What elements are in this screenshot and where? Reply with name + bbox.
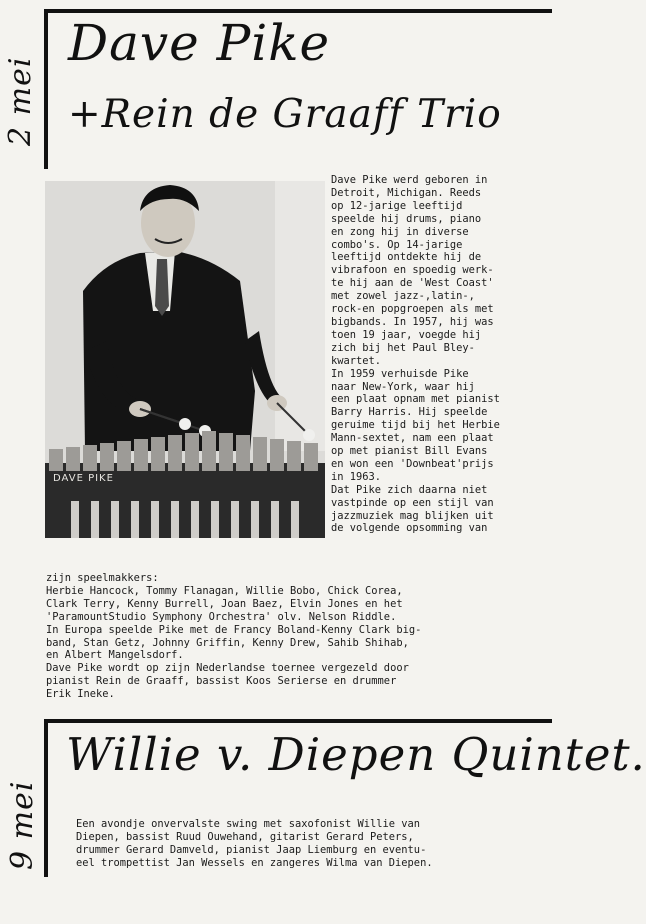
top-horizontal-rule — [44, 9, 552, 13]
event-title-line-1: Dave Pike — [68, 14, 331, 72]
performer-photo-drawing — [45, 181, 325, 538]
event-title-2: Willie v. Diepen Quintet. — [66, 728, 646, 781]
event-date-1: 2 mei — [3, 56, 38, 146]
second-vertical-rule — [44, 719, 48, 877]
event-2-description: Een avondje onvervalste swing met saxofonist Willie van Diepen, bassist Ruud Ouwehand, gitarist Gerard Peters, drummer Gerard Damveld, pianist Jaap Liemburg en eventu- eel trompettist Jan Wessels en zangeres Wilma van Diepen. — [76, 818, 433, 869]
event-title-line-2: +Rein de Graaff Trio — [68, 92, 502, 137]
vibraphone-nameplate: DAVE PIKE — [53, 473, 114, 484]
performer-photo — [45, 181, 325, 538]
event-date-2: 9 mei — [5, 780, 40, 870]
bio-column-text: Dave Pike werd geboren in Detroit, Michigan. Reeds op 12-jarige leeftijd speelde hij drums, piano en zong hij in diverse combo's. Op 14-jarige leeftijd ontdekte hij de vibrafoon en spoedig werk- te hij aan de 'West Coast' met zowel jazz-,latin-, rock-en popgroepen als met bigbands. In 1957, hij was toen 19 jaar, voegde hij zich bij het Paul Bley- kwartet. In 1959 verhuisde Pike naar New-York, waar hij een plaat opnam met pianist Barry Harris. Hij speelde geruime tijd bij het Herbie Mann-sextet, nam een plaat op met pianist Bill Evans en won een 'Downbeat'prijs in 1963. Dat Pike zich daarna niet vastpinde op een stijl van jazzmuziek mag blijken uit de volgende opsomming van — [331, 174, 500, 535]
top-vertical-rule — [44, 9, 48, 169]
second-horizontal-rule — [44, 719, 552, 723]
bio-full-width-text: zijn speelmakkers: Herbie Hancock, Tommy Flanagan, Willie Bobo, Chick Corea, Clark Terry, Kenny Burrell, Joan Baez, Elvin Jones en het 'ParamountStudio Symphony Orchestra' olv. Nelson Riddle. In Europa speelde Pike met de Francy Boland-Kenny Clark big- band, Stan Getz, Johnny Griffin, Kenny Drew, Sahib Shihab, en Albert Mangelsdorf. Dave Pike wordt op zijn Nederlandse toernee vergezeld door pianist Rein de Graaff, bassist Koos Serierse en drummer Erik Ineke. — [46, 572, 422, 701]
